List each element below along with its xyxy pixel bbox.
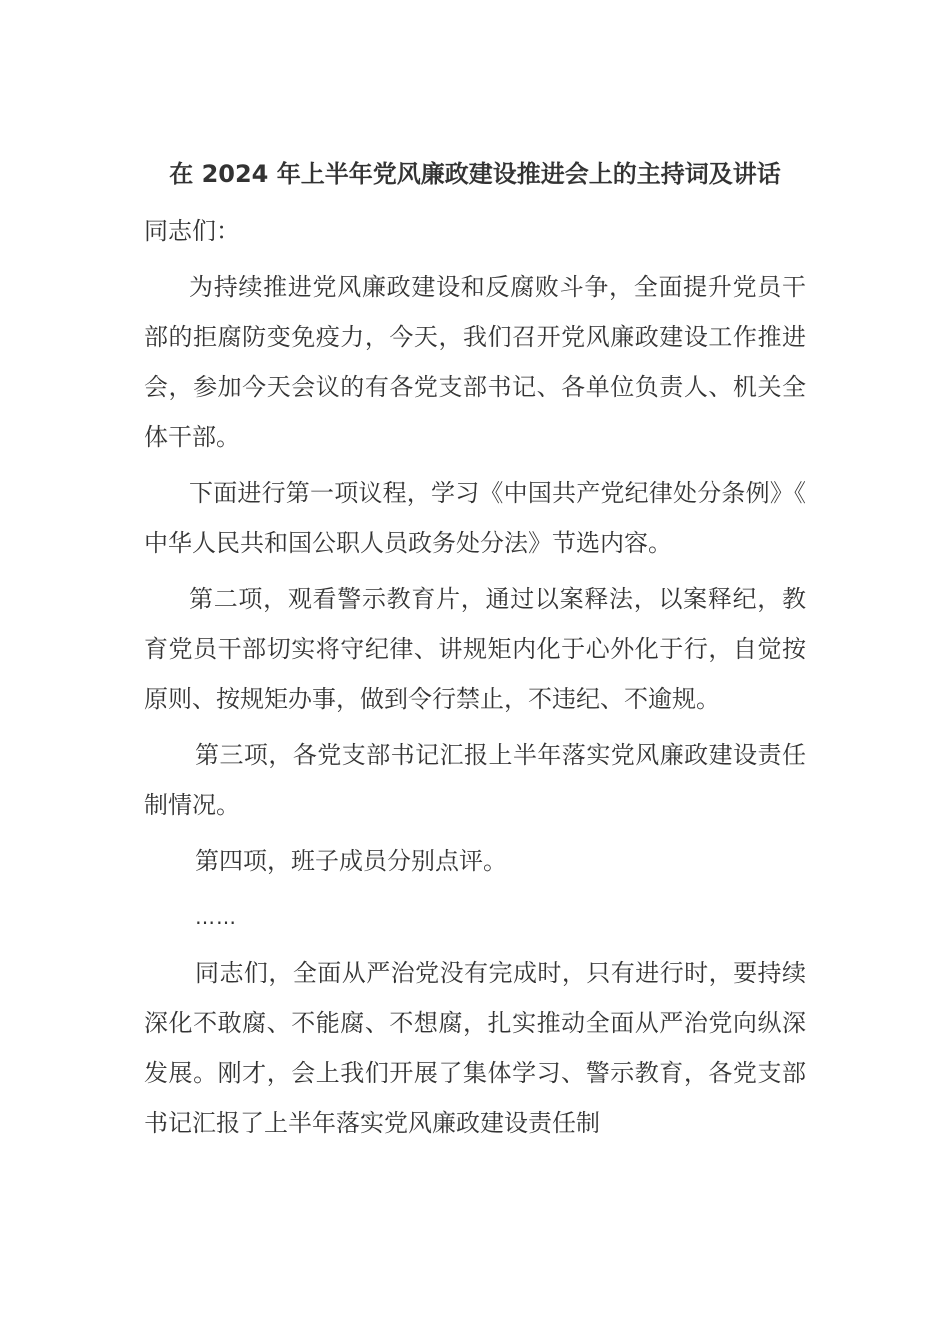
paragraph-agenda-item-1: 下面进行第一项议程，学习《中国共产党纪律处分条例》《中华人民共和国公职人员政务处分法》节选内容。 bbox=[144, 479, 806, 557]
paragraph-agenda-item-4: 第四项，班子成员分别点评。 bbox=[195, 847, 507, 875]
document-body bbox=[144, 148, 806, 1148]
paragraph-closing: 同志们，全面从严治党没有完成时，只有进行时，要持续深化不敢腐、不能腐、不想腐，扎实推动全面从严治党向纵深发展。刚才，会上我们开展了集体学习、警示教育，各党支部书记汇报了上半年落实党风廉政建设责任制 bbox=[144, 959, 806, 1137]
paragraph-agenda-item-2: 第二项，观看警示教育片，通过以案释法，以案释纪，教育党员干部切实将守纪律、讲规矩内化于心外化于行，自觉按原则、按规矩办事，做到令行禁止，不违纪、不逾规。 bbox=[144, 585, 806, 713]
paragraph-agenda-item-3: 第三项，各党支部书记汇报上半年落实党风廉政建设责任制情况。 bbox=[144, 741, 806, 819]
salutation: 同志们： bbox=[144, 217, 240, 245]
paragraph-opening: 为持续推进党风廉政建设和反腐败斗争，全面提升党员干部的拒腐防变免疫力，今天，我们召开党风廉政建设工作推进会，参加今天会议的有各党支部书记、各单位负责人、机关全体干部。 bbox=[144, 273, 806, 451]
ellipsis: …… bbox=[195, 905, 237, 929]
document-title: 在 2024 年上半年党风廉政建设推进会上的主持词及讲话 bbox=[169, 160, 781, 188]
